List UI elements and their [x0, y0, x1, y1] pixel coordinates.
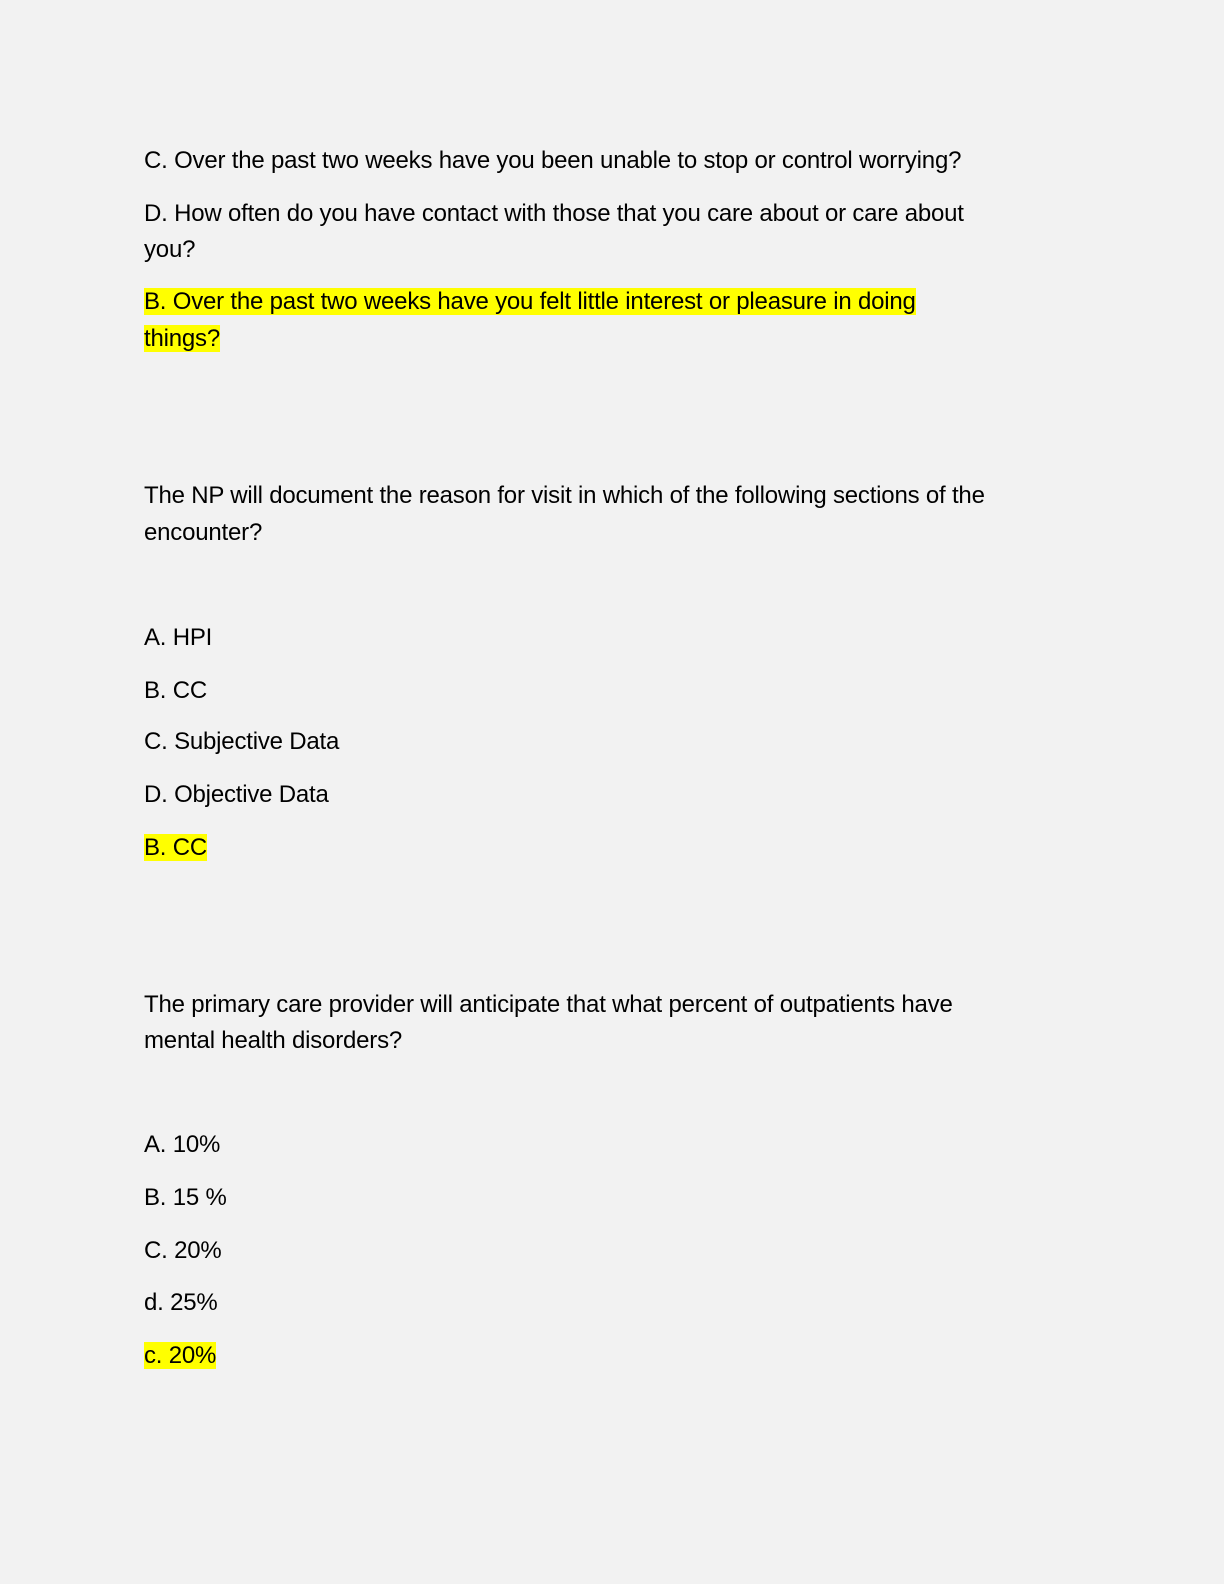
q3-question-line1: The primary care provider will anticipate that what percent of outpatients have	[144, 991, 953, 1018]
q3-answer-highlight: c. 20%	[144, 1342, 217, 1369]
q3-question-line2: mental health disorders?	[144, 1027, 403, 1054]
q1-answer-line2	[144, 320, 220, 357]
q2-option-b: B. CC	[144, 677, 208, 704]
q2-question-line2: encounter?	[144, 519, 263, 546]
q3-option-a: A. 10%	[144, 1131, 221, 1158]
q3-option-d: d. 25%	[144, 1289, 218, 1316]
q1-option-c: C. Over the past two weeks have you been unable to stop or control worrying?	[144, 147, 962, 174]
q1-answer-line1	[144, 283, 916, 320]
q2-question-line1: The NP will document the reason for visit in which of the following sections of the	[144, 482, 985, 509]
q2-answer-highlight: B. CC	[144, 834, 208, 861]
q3-option-c: C. 20%	[144, 1237, 222, 1264]
q2-answer	[144, 829, 207, 866]
q1-answer-highlight-1: B. Over the past two weeks have you felt little interest or pleasure in doing	[144, 288, 916, 315]
q3-option-b: B. 15 %	[144, 1184, 227, 1211]
q2-option-c: C. Subjective Data	[144, 728, 340, 755]
q1-answer-highlight-2: things?	[144, 325, 220, 352]
q3-answer	[144, 1337, 216, 1374]
q1-option-d-line1: D. How often do you have contact with those that you care about or care about	[144, 200, 964, 227]
q2-option-a: A. HPI	[144, 624, 213, 651]
q2-option-d: D. Objective Data	[144, 781, 329, 808]
q1-option-d-line2: you?	[144, 236, 196, 263]
